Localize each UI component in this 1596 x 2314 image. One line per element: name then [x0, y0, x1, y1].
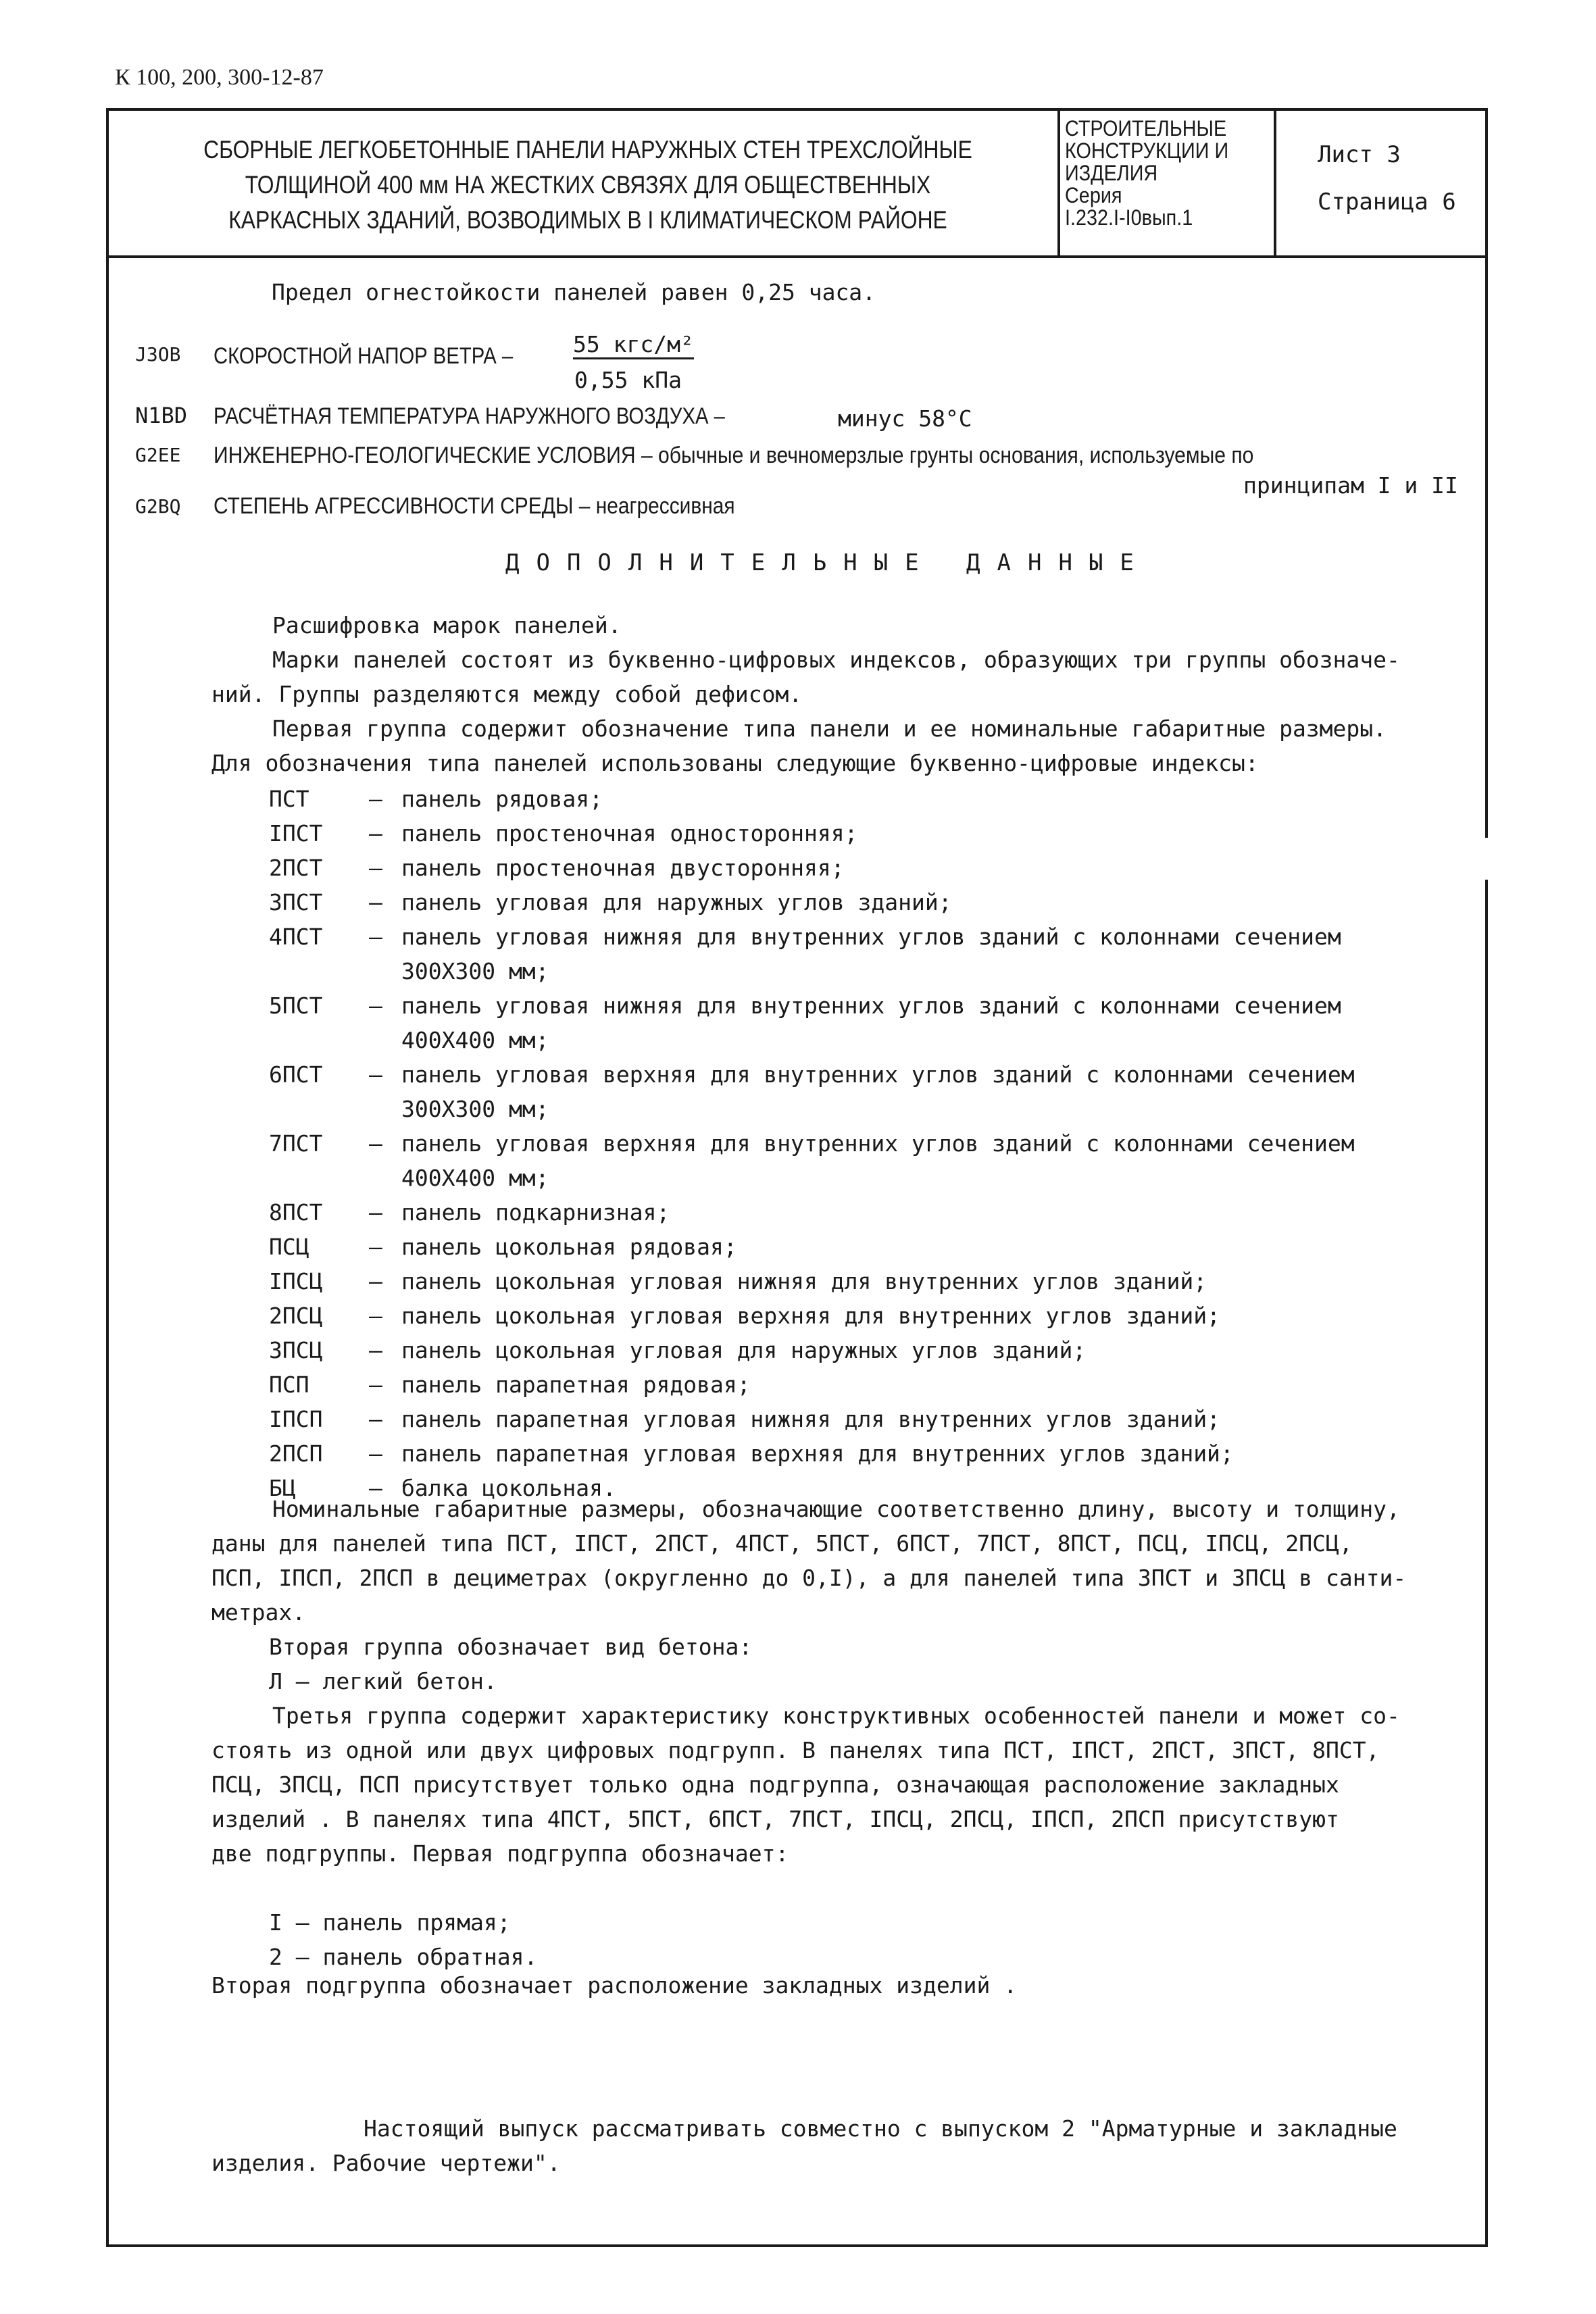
nominal-line: даны для панелей типа ПСТ, IПСТ, 2ПСТ, 4ПСТ, 5ПСТ, 6ПСТ, 7ПСТ, 8ПСТ, ПСЦ, IПСЦ, 2ПСЦ,: [211, 1530, 1353, 1557]
intro-line: Первая группа содержит обозначение типа панели и ее номинальные габаритные размеры.: [272, 715, 1387, 742]
type-code: 5ПСТ: [269, 992, 323, 1019]
title-line: СБОРНЫЕ ЛЕГКОБЕТОННЫЕ ПАНЕЛИ НАРУЖНЫХ СТЕН ТРЕХСЛОЙНЫЕ: [203, 136, 972, 164]
type-code: 4ПСТ: [269, 924, 323, 950]
third-group-block: [211, 1699, 1482, 1871]
intro-line: Расшифровка марок панелей.: [272, 612, 622, 638]
type-code: 6ПСТ: [269, 1061, 323, 1088]
title-line: ТОЛЩИНОЙ 400 мм НА ЖЕСТКИХ СВЯЗЯХ ДЛЯ ОБЩЕСТВЕННЫХ: [245, 171, 931, 199]
type-row: 4ПСТ – панель угловая нижняя для внутренних углов зданий с колоннами сечением: [269, 920, 1458, 954]
type-desc: панель простеночная двусторонняя;: [401, 855, 845, 881]
type-row: ПСЦ – панель цокольная рядовая;: [269, 1230, 1458, 1264]
third-group-line: ПСЦ, 3ПСЦ, ПСП присутствует только одна подгруппа, означающая расположение закладных: [211, 1771, 1339, 1798]
type-desc: панель цокольная угловая верхняя для внутренних углов зданий;: [401, 1303, 1220, 1329]
temp-label: РАСЧЁТНАЯ ТЕМПЕРАТУРА НАРУЖНОГО ВОЗДУХА –: [214, 403, 725, 429]
third-group-line: Третья группа содержит характеристику конструктивных особенностей панели и может со-: [272, 1703, 1400, 1729]
type-desc: балка цокольная.: [401, 1475, 616, 1501]
subgroup-line: 2 – панель обратная.: [269, 1944, 538, 1970]
second-group-line: Вторая группа обозначает вид бетона:: [269, 1634, 753, 1660]
type-desc-cont: 300Х300 мм;: [401, 1096, 549, 1122]
type-desc-cont: 300Х300 мм;: [401, 958, 549, 984]
type-row: 5ПСТ – панель угловая нижняя для внутренних углов зданий с колоннами сечением: [269, 988, 1458, 1023]
type-code: ПСП: [269, 1372, 309, 1398]
series-line: СТРОИТЕЛЬНЫЕ: [1065, 116, 1227, 141]
type-row-cont: [269, 954, 1458, 988]
type-desc: панель цокольная угловая для наружных углов зданий;: [401, 1337, 1087, 1363]
type-desc: панель угловая верхняя для внутренних углов зданий с колоннами сечением: [401, 1061, 1355, 1088]
fire-resistance: Предел огнестойкости панелей равен 0,25 часа.: [272, 279, 876, 305]
geo-text: ИНЖЕНЕРНО-ГЕОЛОГИЧЕСКИЕ УСЛОВИЯ – обычные и вечномерзлые грунты основания, используемые по: [214, 443, 1254, 468]
intro-line: Для обозначения типа панелей использованы следующие буквенно-цифровые индексы:: [211, 750, 1259, 776]
type-row-cont: [269, 1023, 1458, 1057]
third-group-line: стоять из одной или двух цифровых подгрупп. В панелях типа ПСТ, IПСТ, 2ПСТ, 3ПСТ, 8ПСТ,: [211, 1737, 1380, 1763]
type-code: 2ПСТ: [269, 855, 323, 881]
footer-line: Настоящий выпуск рассматривать совместно с выпуском 2 "Арматурные и закладные: [364, 2115, 1397, 2142]
type-row: 3ПСЦ – панель цокольная угловая для наружных углов зданий;: [269, 1333, 1458, 1367]
geo-code: G2EE: [135, 444, 181, 466]
type-row-cont: [269, 1161, 1458, 1195]
intro-line: Марки панелей состоят из буквенно-цифровых индексов, образующих три группы обозначе-: [272, 647, 1400, 673]
type-desc: панель угловая нижняя для внутренних углов зданий с колоннами сечением: [401, 924, 1341, 950]
subgroup-line: I – панель прямая;: [269, 1909, 511, 1936]
aggr-code: G2BQ: [135, 495, 181, 518]
title-line: КАРКАСНЫХ ЗДАНИЙ, ВОЗВОДИМЫХ В I КЛИМАТИЧЕСКОМ РАЙОНЕ: [228, 206, 947, 234]
type-desc: панель рядовая;: [401, 786, 603, 812]
frame-right-top: [1485, 257, 1488, 838]
type-row: ПСП – панель парапетная рядовая;: [269, 1367, 1458, 1402]
type-row: 6ПСТ – панель угловая верхняя для внутренних углов зданий с колоннами сечением: [269, 1057, 1458, 1092]
type-row: 2ПСП – панель парапетная угловая верхняя для внутренних углов зданий;: [269, 1436, 1458, 1471]
frame-left: [106, 257, 109, 2247]
type-row: IПСП – панель парапетная угловая нижняя для внутренних углов зданий;: [269, 1402, 1458, 1436]
temp-value: минус 58°С: [838, 405, 972, 432]
type-code: БЦ: [269, 1475, 296, 1501]
third-group-line: изделий . В панелях типа 4ПСТ, 5ПСТ, 6ПСТ, 7ПСТ, IПСЦ, 2ПСЦ, IПСП, 2ПСП присутствуют: [211, 1806, 1339, 1832]
second-group-block: [269, 1630, 1472, 1699]
type-code: ПСЦ: [269, 1234, 309, 1260]
series-line: КОНСТРУКЦИИ И: [1065, 139, 1229, 163]
type-code: 7ПСТ: [269, 1130, 323, 1157]
type-desc: панель простеночная односторонняя;: [401, 820, 858, 847]
aggr-text: СТЕПЕНЬ АГРЕССИВНОСТИ СРЕДЫ – неагрессивная: [214, 493, 735, 519]
series-line: Серия: [1065, 183, 1122, 207]
title-divider-2: [1274, 108, 1276, 258]
series-block: [1065, 118, 1251, 229]
type-code: 3ПСЦ: [269, 1337, 323, 1363]
type-desc: панель угловая верхняя для внутренних углов зданий с колоннами сечением: [401, 1130, 1355, 1157]
section-title: ДОПОЛНИТЕЛЬНЫЕ ДАННЫЕ: [505, 549, 1151, 576]
type-desc: панель парапетная угловая верхняя для внутренних углов зданий;: [401, 1440, 1234, 1467]
document-title: [199, 132, 977, 238]
subgroups-block: [269, 1905, 1472, 1974]
type-row: 8ПСТ – панель подкарнизная;: [269, 1195, 1458, 1230]
type-code: 2ПСП: [269, 1440, 323, 1467]
series-line: ИЗДЕЛИЯ: [1065, 161, 1158, 185]
type-row: 2ПСЦ – панель цокольная угловая верхняя для внутренних углов зданий;: [269, 1299, 1458, 1333]
type-row: IПСТ – панель простеночная односторонняя;: [269, 816, 1458, 851]
nominal-block: [211, 1492, 1482, 1630]
type-code: IПСЦ: [269, 1268, 323, 1294]
sheet-number: Лист 3: [1318, 141, 1401, 168]
type-desc: панель цокольная угловая нижняя для внутренних углов зданий;: [401, 1268, 1207, 1294]
type-code: 8ПСТ: [269, 1199, 323, 1226]
type-desc: панель угловая нижняя для внутренних углов зданий с колоннами сечением: [401, 992, 1341, 1019]
type-code: IПСТ: [269, 820, 323, 847]
type-desc-cont: 400Х400 мм;: [401, 1165, 549, 1191]
type-row: ПСТ – панель рядовая;: [269, 782, 1458, 816]
page-number: Страница 6: [1318, 188, 1456, 216]
nominal-line: Номинальные габаритные размеры, обозначающие соответственно длину, высоту и толщину,: [272, 1496, 1400, 1522]
series-number: I.232.I-I0вып.1: [1065, 205, 1193, 230]
frame-right-bottom: [1485, 880, 1488, 2247]
type-row-cont: [269, 1092, 1458, 1126]
type-desc: панель цокольная рядовая;: [401, 1234, 737, 1260]
nominal-line: ПСП, IПСП, 2ПСП в дециметрах (округленно до 0,I), а для панелей типа 3ПСТ и 3ПСЦ в санти-: [211, 1565, 1407, 1591]
geo-continuation: принципам I и II: [1243, 472, 1458, 499]
wind-code: J3OB: [135, 343, 181, 366]
wind-value-kpa: 0,55 кПа: [574, 367, 682, 393]
intro-block: [211, 608, 1482, 780]
intro-line: ний. Группы разделяются между собой дефисом.: [211, 681, 803, 707]
third-group-line: две подгруппы. Первая подгруппа обозначает:: [211, 1840, 789, 1867]
type-desc: панель угловая для наружных углов зданий;: [401, 889, 952, 915]
frame-bottom: [106, 2244, 1488, 2247]
title-divider-1: [1057, 108, 1060, 258]
type-row: БЦ – балка цокольная.: [269, 1471, 1458, 1505]
type-code: 3ПСТ: [269, 889, 323, 915]
type-desc: панель парапетная угловая нижняя для внутренних углов зданий;: [401, 1406, 1220, 1432]
second-subgroup-text: Вторая подгруппа обозначает расположение закладных изделий .: [211, 1972, 1018, 1998]
wind-label: СКОРОСТНОЙ НАПОР ВЕТРА –: [214, 343, 514, 369]
type-row: IПСЦ – панель цокольная угловая нижняя для внутренних углов зданий;: [269, 1264, 1458, 1299]
type-desc: панель подкарнизная;: [401, 1199, 670, 1226]
nominal-line: метрах.: [211, 1599, 306, 1626]
panel-types-list: [269, 782, 1458, 1505]
type-code: ПСТ: [269, 786, 309, 812]
document-code: К 100, 200, 300-12-87: [115, 65, 324, 90]
type-row: 7ПСТ – панель угловая верхняя для внутренних углов зданий с колоннами сечением: [269, 1126, 1458, 1161]
footer-note: [211, 2111, 1482, 2180]
footer-line: изделия. Рабочие чертежи".: [211, 2150, 561, 2176]
second-group-line: Л – легкий бетон.: [269, 1668, 497, 1694]
temp-code: N1BD: [135, 403, 188, 428]
wind-value: 55 кгс/м²: [573, 333, 694, 359]
type-desc-cont: 400Х400 мм;: [401, 1027, 549, 1053]
type-code: 2ПСЦ: [269, 1303, 323, 1329]
type-row: 2ПСТ – панель простеночная двусторонняя;: [269, 851, 1458, 885]
type-row: 3ПСТ – панель угловая для наружных углов зданий;: [269, 885, 1458, 920]
type-code: IПСП: [269, 1406, 323, 1432]
type-desc: панель парапетная рядовая;: [401, 1372, 751, 1398]
